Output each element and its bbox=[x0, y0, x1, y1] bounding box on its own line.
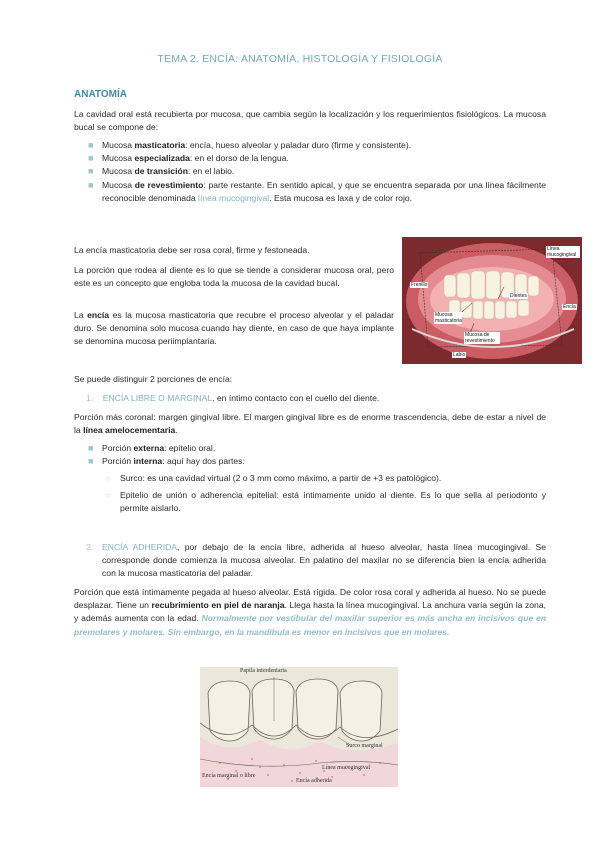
drawing-label-libre: Encía marginal o libre bbox=[202, 773, 256, 779]
paragraph-rosa: La encía masticatoria debe ser rosa coral, firme y festoneada. bbox=[74, 245, 310, 255]
list-item: ■ Mucosa de revestimiento: parte restante. En sentido apical, y que se encuentra separada por una línea fácilmente reconocible denominada línea mucogingival. Esta mucosa es laxa y de color rojo. bbox=[88, 179, 546, 203]
drawing-label-adherida: Encía adherida bbox=[296, 778, 332, 784]
list-item: ○ Epitelio de unión o adherencia epitelial: está íntimamente unido al diente. Es lo que sella al periodonto y permite aislarlo. bbox=[106, 490, 546, 514]
drawing-label-papila: Papila interdentaria bbox=[240, 668, 287, 674]
item-encia-adherida: 2. ENCÍA ADHERIDA, por debajo de la encía libre, adherida al hueso alveolar, hasta línea mucogingival. Se corresponde donde comienza la mucosa alveolar. En palatino del maxilar no se diferencia bien la encía adherida con la mucosa masticatoria del paladar. bbox=[86, 542, 546, 579]
gum-photo bbox=[402, 237, 582, 364]
list-item: ■ Mucosa de transición: en el labio. bbox=[88, 166, 235, 177]
porciones-list bbox=[86, 442, 546, 468]
drawing-label-surco: Surco marginal bbox=[346, 743, 383, 749]
photo-label-labio: Labio bbox=[453, 352, 466, 358]
photo-label-encia: Encía bbox=[563, 304, 576, 310]
list-item: ■ Mucosa especializada: en el dorso de la lengua. bbox=[88, 153, 289, 164]
item-encia-libre: 1. ENCÍA LIBRE O MARGINAL, en íntimo contacto con el cuello del diente. bbox=[86, 393, 380, 403]
mucogingival-term: línea mucogingival bbox=[198, 192, 270, 203]
photo-label-linea: Línea mucogingival bbox=[546, 246, 580, 258]
list-item: ■ Porción externa: epitelio oral. bbox=[88, 443, 216, 453]
paragraph-encia: La encía es la mucosa masticatoria que recubre el proceso alveolar y el paladar duro. Se denomina solo mucosa cuando hay diente, en caso de que haya implante se denomina mucosa periimplantaria. bbox=[74, 310, 394, 347]
paragraph-porcion: La porción que rodea al diente es lo que se tiende a considerar mucosa oral, pero este es un concepto que engloba toda la mucosa de la cavidad bucal. bbox=[74, 265, 394, 289]
photo-label-revestimiento: Mucosa de revestimiento bbox=[464, 332, 500, 344]
italic-note: Normalmente por vestibular del maxilar superior es más ancha en incisivos que en premolares y molares. Sin embargo, en la mandíbula es menor en incisivos que en molares. bbox=[74, 613, 546, 637]
paragraph-distinguir: Se puede distinguir 2 porciones de encía: bbox=[74, 374, 233, 384]
page-title: TEMA 2. ENCÍA: ANATOMÍA, HISTOLOGÍA Y FISIOLOGÍA bbox=[157, 53, 443, 65]
drawing-label-linea: Línea mucogingival bbox=[322, 765, 371, 771]
paragraph-final: Porción que está íntimamente pegada al hueso alveolar. Está rígida. De color rosa coral y adherida al hueso. No se puede desplazar. Tiene un recubrimiento en piel de naranja. Llega hasta la línea mucogingival. La anchura varía según la zona, y además aumenta con la edad. Normalmente por vestibular del maxilar superior es más ancha en incisivos que en premolares y molares. Sin embargo, en la mandíbula es menor en incisivos que en molares. bbox=[74, 587, 546, 637]
sub-list bbox=[104, 472, 546, 516]
intro-paragraph: La cavidad oral está recubierta por mucosa, que cambia según la localización y los requerimientos fisiológicos. La mucosa bucal se compone de: bbox=[74, 109, 546, 133]
photo-label-dientes: Dientes bbox=[510, 293, 527, 299]
section-heading: ANATOMÍA bbox=[74, 89, 127, 100]
list-item: ○ Surco: es una cavidad virtual (2 o 3 mm como máximo, a partir de +3 es patológico). bbox=[106, 473, 442, 483]
mucosa-list bbox=[86, 139, 546, 205]
list-item: ■ Porción interna: aquí hay dos partes: bbox=[88, 456, 245, 467]
photo-label-masticatoria: Mucosa masticatoria bbox=[435, 312, 462, 324]
photo-label-frenillo: Frenillo bbox=[411, 282, 428, 288]
list-item: ■ Mucosa masticatoria: encía, hueso alveolar y paladar duro (firme y consistente). bbox=[88, 140, 412, 150]
paragraph-coronal: Porción más coronal: margen gingival libre. El margen gingival libre es de enorme trascendencia, debe de estar a nivel de la línea amelocementaria. bbox=[74, 412, 546, 436]
gum-drawing bbox=[200, 667, 398, 787]
